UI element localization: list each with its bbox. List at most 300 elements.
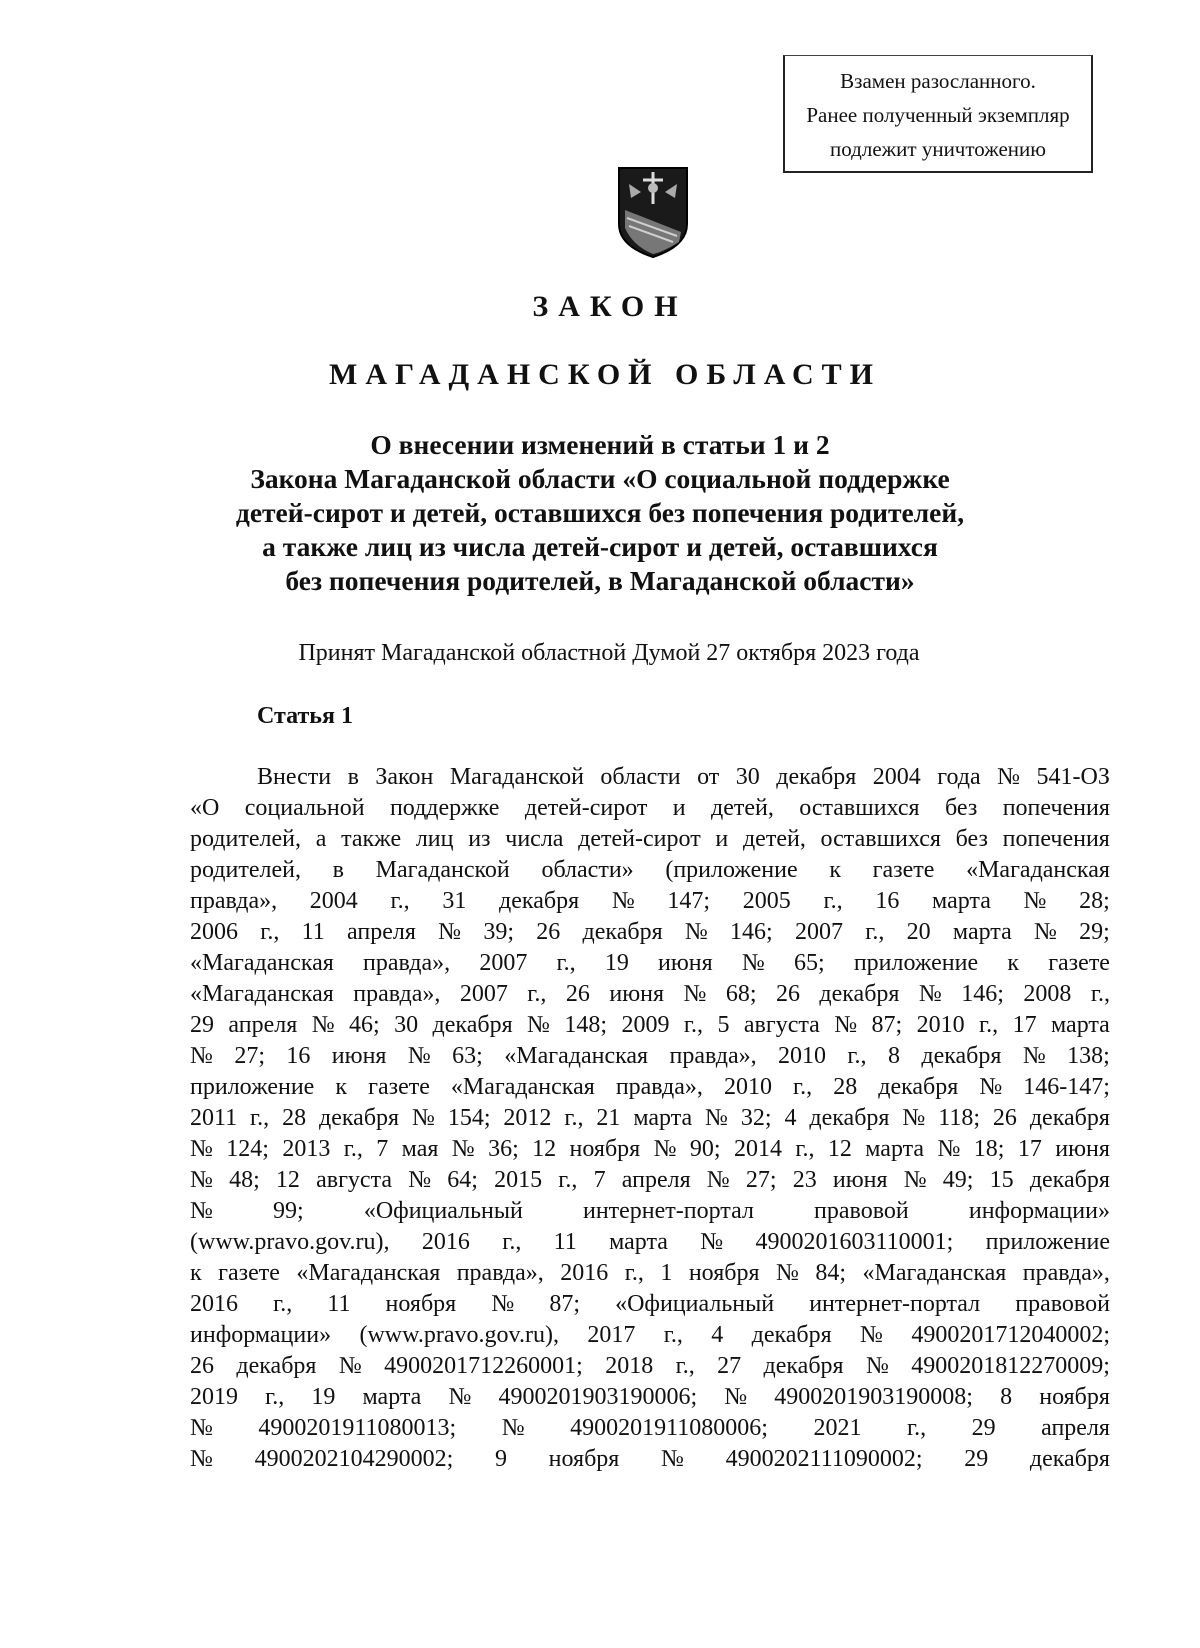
body-word: 2005 xyxy=(742,888,791,914)
stamp-line: Взамен разосланного. xyxy=(840,69,1036,93)
body-word: 4900201903190008; xyxy=(774,1384,973,1410)
body-word: № xyxy=(860,1322,883,1348)
body-word: 2010 xyxy=(778,1043,826,1069)
body-word: августа xyxy=(316,1167,393,1193)
body-word: также xyxy=(341,826,402,852)
body-word: г., xyxy=(265,1384,285,1410)
body-word: 65; xyxy=(793,950,825,976)
body-word: 2013 xyxy=(282,1136,331,1162)
body-word: Внести xyxy=(257,764,332,790)
body-line xyxy=(190,762,1110,793)
body-word: правда», xyxy=(1022,1260,1110,1286)
body-line xyxy=(190,1351,1110,1382)
body-word: декабря xyxy=(319,1105,400,1131)
body-word: к xyxy=(829,857,841,883)
body-word: Магаданской xyxy=(449,764,584,790)
adoption-note: Принят Магаданской областной Думой 27 октября 2023 года xyxy=(298,640,920,666)
body-word: родителей, xyxy=(190,857,301,883)
body-word: «Магаданская xyxy=(504,1043,649,1069)
body-word: к xyxy=(335,1074,348,1100)
body-line xyxy=(190,1010,1110,1041)
body-line xyxy=(190,1134,1110,1165)
body-word: 49; xyxy=(942,1167,974,1193)
body-word: правда», xyxy=(669,1043,757,1069)
body-word: № xyxy=(190,1446,213,1472)
body-line xyxy=(190,824,1110,855)
body-word: № xyxy=(661,1446,684,1472)
body-word: декабря xyxy=(236,1353,317,1379)
body-word: 4 xyxy=(711,1322,724,1348)
body-word: 138; xyxy=(1067,1043,1110,1069)
body-word: интернет-портал xyxy=(809,1291,981,1317)
body-word: приложение xyxy=(190,1074,315,1100)
body-word: 11 xyxy=(553,1229,577,1255)
body-word: 2018 xyxy=(605,1353,654,1379)
body-word: № xyxy=(190,1136,213,1162)
body-word: г., xyxy=(675,1353,695,1379)
body-word: № xyxy=(706,1167,730,1193)
body-word: 12 xyxy=(827,1136,852,1162)
body-word: 2004 xyxy=(309,888,358,914)
body-word: информации» xyxy=(968,1198,1110,1224)
body-word: апреля xyxy=(1041,1415,1110,1441)
body-word: 39; xyxy=(483,919,515,945)
body-word: 4900201712260001; xyxy=(384,1353,583,1379)
body-word: № xyxy=(724,1384,748,1410)
body-word: г., xyxy=(564,1105,584,1131)
body-word: № xyxy=(448,1384,472,1410)
body-word: марта xyxy=(633,1105,693,1131)
body-word: № xyxy=(501,1415,525,1441)
body-word: № xyxy=(527,1012,550,1038)
body-word: оставшихся xyxy=(820,826,941,852)
body-word: июня xyxy=(1055,1136,1110,1162)
stamp-box xyxy=(783,55,1093,173)
body-word: 18; xyxy=(973,1136,1005,1162)
body-word: информации» xyxy=(190,1322,332,1348)
body-word: 26 xyxy=(536,919,561,945)
body-word: 16 xyxy=(875,888,900,914)
coat-of-arms-emblem xyxy=(613,162,693,260)
body-word: ноября xyxy=(548,1446,620,1472)
body-word: № xyxy=(903,1167,927,1193)
body-word: г., xyxy=(663,1322,683,1348)
body-word: 21 xyxy=(596,1105,621,1131)
body-word: 118; xyxy=(938,1105,980,1131)
body-word: и xyxy=(672,795,686,821)
body-word: газете xyxy=(1048,950,1110,976)
body-word: «Магаданская xyxy=(966,857,1110,883)
body-word: г., xyxy=(624,1260,644,1286)
body-word: августа xyxy=(743,1012,820,1038)
body-word: № xyxy=(918,981,942,1007)
body-word: ноября xyxy=(688,1260,760,1286)
law-subject xyxy=(0,428,1200,598)
body-word: № xyxy=(937,1136,961,1162)
body-word: № xyxy=(190,1415,213,1441)
stamp-line: подлежит уничтожению xyxy=(830,137,1046,161)
subject-line: Закона Магаданской области «О социальной поддержке xyxy=(250,463,950,494)
body-word: и xyxy=(715,826,729,852)
body-word: «Магаданская xyxy=(296,1260,441,1286)
body-word: 2008 xyxy=(1023,981,1072,1007)
body-word: г., xyxy=(683,1012,704,1038)
body-word: № xyxy=(979,1074,1003,1100)
body-word: апреля xyxy=(621,1167,691,1193)
body-word: 2021 xyxy=(813,1415,862,1441)
body-line xyxy=(190,1413,1110,1444)
body-word: 2009 xyxy=(621,1012,670,1038)
body-word: № xyxy=(412,1105,435,1131)
body-word: мая xyxy=(401,1136,439,1162)
body-word: № xyxy=(491,1291,515,1317)
body-word: 16 xyxy=(286,1043,311,1069)
body-word: № xyxy=(407,1043,431,1069)
body-word: правда», xyxy=(190,888,278,914)
body-word: 11 xyxy=(327,1291,351,1317)
body-word: апреля xyxy=(347,919,416,945)
body-word: № xyxy=(1023,888,1047,914)
body-word: детей, xyxy=(711,795,774,821)
subject-line: О внесении изменений в статьи 1 и 2 xyxy=(370,429,830,460)
body-word: г., xyxy=(793,1074,813,1100)
body-word: 2016 xyxy=(421,1229,470,1255)
body-word: апреля xyxy=(228,1012,298,1038)
body-word: № xyxy=(700,1229,724,1255)
body-word: попечения xyxy=(1002,795,1110,821)
body-line xyxy=(190,1444,1110,1475)
body-word: оставшихся xyxy=(799,795,920,821)
body-word: г., xyxy=(250,1105,270,1131)
body-word: 30 xyxy=(735,764,760,790)
body-word: детей-сирот xyxy=(578,826,701,852)
body-word: г., xyxy=(558,1167,578,1193)
body-word: июня xyxy=(658,950,713,976)
body-word: Магаданской xyxy=(375,857,510,883)
body-word: 2015 xyxy=(494,1167,543,1193)
body-word: 2011 xyxy=(190,1105,238,1131)
body-word: декабря xyxy=(1029,1167,1110,1193)
body-word: 2007 xyxy=(479,950,528,976)
body-word: № xyxy=(741,950,765,976)
body-word: 541-ОЗ xyxy=(1036,764,1110,790)
body-word: г., xyxy=(979,1012,999,1038)
body-word: 9 xyxy=(494,1446,507,1472)
body-word: 2004 xyxy=(872,764,921,790)
body-line xyxy=(190,1072,1110,1103)
body-word: «Магаданская xyxy=(190,981,334,1007)
body-line xyxy=(190,1227,1110,1258)
body-word: 2006 xyxy=(190,919,238,945)
body-word: № xyxy=(834,1012,858,1038)
body-word: правда», xyxy=(456,1260,544,1286)
body-word: в xyxy=(347,764,359,790)
body-word: 87; xyxy=(871,1012,903,1038)
body-word: июня xyxy=(331,1043,387,1069)
body-word: 29 xyxy=(190,1012,214,1038)
body-word: 2016 xyxy=(190,1291,238,1317)
body-word: г., xyxy=(906,1415,927,1441)
body-word: декабря xyxy=(763,1353,844,1379)
body-word: № xyxy=(775,1260,799,1286)
body-word: газете xyxy=(368,1074,430,1100)
body-word: без xyxy=(944,795,978,821)
body-word: декабря xyxy=(1029,1446,1110,1472)
body-word: 64; xyxy=(447,1167,478,1193)
body-word: области» xyxy=(541,857,634,883)
body-line xyxy=(190,1103,1110,1134)
body-word: «Официальный xyxy=(615,1291,775,1317)
body-word: (www.pravo.gov.ru), xyxy=(359,1322,559,1348)
body-word: правда», xyxy=(353,981,441,1007)
body-word: 26 xyxy=(992,1105,1017,1131)
body-word: 17 xyxy=(1017,1136,1042,1162)
body-word: 146; xyxy=(961,981,1004,1007)
body-word: без xyxy=(955,826,988,852)
subject-line: без попечения родителей, в Магаданской области» xyxy=(285,565,915,596)
body-word: марта xyxy=(1051,1012,1110,1038)
body-word: г., xyxy=(502,1229,522,1255)
body-word: № xyxy=(190,1167,213,1193)
body-word: 12 xyxy=(275,1167,300,1193)
body-word: правовой xyxy=(814,1198,909,1224)
body-word: г., xyxy=(260,919,280,945)
body-word: г., xyxy=(847,1043,867,1069)
body-word: 68; xyxy=(725,981,757,1007)
body-word: 8 xyxy=(1000,1384,1013,1410)
body-word: г., xyxy=(527,981,547,1007)
body-word: 124; xyxy=(226,1136,269,1162)
body-word: правда», xyxy=(363,950,451,976)
body-word: 27; xyxy=(234,1043,265,1069)
body-word: 36; xyxy=(488,1136,519,1162)
body-word: интернет-портал xyxy=(582,1198,754,1224)
body-word: (приложение xyxy=(665,857,798,883)
body-word: № xyxy=(705,1105,728,1131)
body-line xyxy=(190,917,1110,948)
body-word: № xyxy=(311,1012,335,1038)
body-word: июня xyxy=(609,981,664,1007)
body-word: декабря xyxy=(819,981,900,1007)
subject-line: а также лиц из числа детей-сирот и детей, оставшихся xyxy=(262,531,938,562)
article-body xyxy=(190,762,1110,1475)
body-word: газете xyxy=(872,857,935,883)
body-word: июня xyxy=(832,1167,888,1193)
body-word: декабря xyxy=(776,764,857,790)
body-word: 4 xyxy=(784,1105,797,1131)
body-word: ноября xyxy=(385,1291,457,1317)
body-word: 46; xyxy=(349,1012,380,1038)
body-word: № xyxy=(611,888,635,914)
body-line xyxy=(190,1196,1110,1227)
body-word: № xyxy=(865,1353,889,1379)
body-word: 31 xyxy=(442,888,467,914)
body-line xyxy=(190,793,1110,824)
body-word: № xyxy=(451,1136,475,1162)
body-word: № xyxy=(684,919,708,945)
body-word: № xyxy=(190,1198,213,1224)
body-word: декабря xyxy=(809,1105,890,1131)
body-word: родителей, xyxy=(190,826,301,852)
body-word: лиц xyxy=(415,826,454,852)
body-word: декабря xyxy=(921,1043,1002,1069)
body-word: г., xyxy=(865,919,885,945)
body-word: правовой xyxy=(1015,1291,1110,1317)
region-title: МАГАДАНСКОЙ ОБЛАСТИ xyxy=(329,358,881,391)
body-word: 7 xyxy=(376,1136,389,1162)
body-word: «Официальный xyxy=(363,1198,523,1224)
body-line xyxy=(190,1382,1110,1413)
body-word: из xyxy=(468,826,491,852)
body-word: декабря xyxy=(751,1322,832,1348)
body-word: детей, xyxy=(742,826,806,852)
body-word: 27; xyxy=(745,1167,777,1193)
body-word: 4900201903190006; xyxy=(498,1384,698,1410)
body-word: Закон xyxy=(375,764,434,790)
body-word: 1 xyxy=(660,1260,673,1286)
body-word: 11 xyxy=(301,919,325,945)
body-word: марта xyxy=(932,888,991,914)
body-word: числа xyxy=(505,826,564,852)
body-word: газете xyxy=(218,1260,280,1286)
body-word: 2007 xyxy=(794,919,843,945)
body-word: социальной xyxy=(244,795,365,821)
body-word: 26 xyxy=(565,981,590,1007)
body-word: 28 xyxy=(833,1074,858,1100)
body-word: 2019 xyxy=(190,1384,238,1410)
body-word: 4900202111090002; xyxy=(725,1446,923,1472)
body-word: правда», xyxy=(615,1074,703,1100)
body-word: 8 xyxy=(887,1043,900,1069)
body-word: № xyxy=(683,981,707,1007)
body-word: а xyxy=(315,826,327,852)
body-word: 15 xyxy=(989,1167,1014,1193)
body-word: 4900201603110001; xyxy=(755,1229,954,1255)
body-word: 147; xyxy=(667,888,711,914)
body-word: марта xyxy=(952,919,1012,945)
body-word: г., xyxy=(556,950,576,976)
body-word: 48; xyxy=(229,1167,260,1193)
body-word: № xyxy=(997,764,1021,790)
body-word: 29 xyxy=(964,1446,989,1472)
body-word: 146-147; xyxy=(1023,1074,1110,1100)
body-word: приложение xyxy=(853,950,979,976)
body-word: г., xyxy=(795,1136,815,1162)
body-line xyxy=(190,948,1110,979)
body-word: 63; xyxy=(452,1043,483,1069)
body-word: от xyxy=(697,764,720,790)
body-word: 28 xyxy=(282,1105,307,1131)
body-word: марта xyxy=(865,1136,925,1162)
body-word: детей-сирот xyxy=(524,795,648,821)
stamp-line: Ранее полученный экземпляр xyxy=(806,103,1070,127)
body-word: к xyxy=(1007,950,1019,976)
body-word: 32; xyxy=(740,1105,772,1131)
body-word: г., xyxy=(343,1136,363,1162)
body-word: 26 xyxy=(775,981,800,1007)
body-word: 4900201911080013; xyxy=(258,1415,457,1441)
body-line xyxy=(190,979,1110,1010)
article-heading: Статья 1 xyxy=(257,703,353,729)
body-word: «Магаданская xyxy=(190,950,334,976)
body-line xyxy=(190,1165,1110,1196)
body-word: 5 xyxy=(717,1012,730,1038)
body-word: 2017 xyxy=(587,1322,636,1348)
body-word: 2010 xyxy=(723,1074,772,1100)
body-line xyxy=(190,886,1110,917)
body-word: 12 xyxy=(532,1136,557,1162)
body-word: ноября xyxy=(1039,1384,1110,1410)
body-word: (www.pravo.gov.ru), xyxy=(190,1229,390,1255)
body-word: 4900201911080006; xyxy=(570,1415,768,1441)
body-word: № xyxy=(190,1043,213,1069)
body-word: 19 xyxy=(311,1384,336,1410)
body-word: к xyxy=(190,1260,202,1286)
body-word: 90; xyxy=(689,1136,721,1162)
body-word: 148; xyxy=(564,1012,608,1038)
body-word: № xyxy=(1033,919,1057,945)
body-word: «Магаданская xyxy=(862,1260,1007,1286)
body-word: г., xyxy=(390,888,410,914)
body-word: 19 xyxy=(604,950,629,976)
body-word: в xyxy=(332,857,344,883)
body-word: 4900201812270009; xyxy=(911,1353,1110,1379)
body-word: 23 xyxy=(792,1167,817,1193)
body-word: № xyxy=(338,1353,362,1379)
body-word: 2014 xyxy=(733,1136,782,1162)
body-word: 26 xyxy=(190,1353,214,1379)
body-line xyxy=(190,855,1110,886)
body-word: марта xyxy=(609,1229,668,1255)
body-word: 2007 xyxy=(459,981,508,1007)
body-word: № xyxy=(438,919,462,945)
document-type-title: ЗАКОН xyxy=(532,290,688,323)
body-word: 2012 xyxy=(503,1105,552,1131)
body-word: 29 xyxy=(971,1415,996,1441)
body-word: года xyxy=(937,764,981,790)
body-word: декабря xyxy=(499,888,580,914)
body-word: декабря xyxy=(582,919,663,945)
body-word: марта xyxy=(362,1384,422,1410)
body-word: г., xyxy=(823,888,843,914)
body-word: ноября xyxy=(569,1136,641,1162)
body-word: декабря xyxy=(878,1074,959,1100)
body-word: № xyxy=(902,1105,926,1131)
body-word: № xyxy=(1022,1043,1046,1069)
body-word: 4900202104290002; xyxy=(254,1446,454,1472)
body-line xyxy=(190,1258,1110,1289)
body-word: 30 xyxy=(394,1012,419,1038)
body-word: 2010 xyxy=(916,1012,965,1038)
body-word: 4900201712040002; xyxy=(911,1322,1110,1348)
body-word: «Магаданская xyxy=(450,1074,595,1100)
body-word: 87; xyxy=(549,1291,580,1317)
body-line xyxy=(190,1041,1110,1072)
body-word: 2016 xyxy=(560,1260,609,1286)
body-word: декабря xyxy=(1029,1105,1110,1131)
body-word: № xyxy=(653,1136,677,1162)
body-word: «О xyxy=(190,795,220,821)
body-word: попечения xyxy=(1002,826,1110,852)
body-word: поддержке xyxy=(389,795,500,821)
body-line xyxy=(190,1320,1110,1351)
body-word: 154; xyxy=(447,1105,491,1131)
body-word: 17 xyxy=(1012,1012,1037,1038)
body-word: г., xyxy=(273,1291,293,1317)
body-line xyxy=(190,1289,1110,1320)
body-word: области xyxy=(600,764,681,790)
body-word: 146; xyxy=(730,919,773,945)
